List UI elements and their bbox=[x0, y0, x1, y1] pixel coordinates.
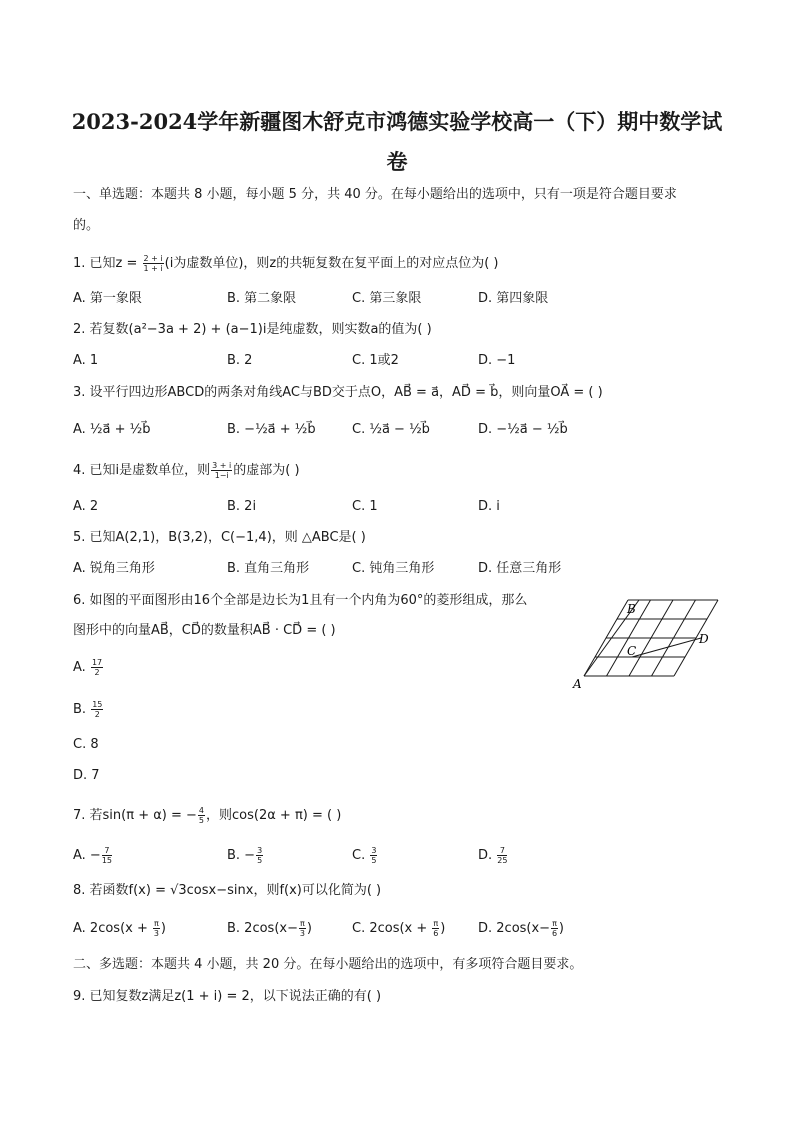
q3-option-b: B. −½a⃗ + ½b⃗ bbox=[227, 422, 316, 437]
q6-option-d: D. 7 bbox=[73, 768, 100, 783]
page-title-continuation: 卷 bbox=[386, 149, 408, 174]
q1-option-c: C. 第三象限 bbox=[352, 291, 422, 306]
rhombus-grid-figure bbox=[570, 592, 730, 692]
section-heading-single-choice: 一、单选题：本题共 8 小题，每小题 5 分，共 40 分。在每小题给出的选项中，只有一项是符合题目要求 bbox=[73, 187, 677, 202]
q8-option-d: D. 2cos(x− $\frac{\pi}{6}$ ) bbox=[478, 919, 564, 938]
section-heading-multi-choice: 二、多选题：本题共 4 小题，共 20 分。在每小题给出的选项中，有多项符合题目要求。 bbox=[73, 957, 583, 972]
question-4-post: 的虚部为( ) bbox=[233, 463, 300, 478]
q7-option-d: D. $\frac{7}{25}$ bbox=[478, 846, 508, 865]
q4-option-d: D. i bbox=[478, 499, 500, 514]
q6-option-a: A. $\frac{17}{2}$ bbox=[73, 658, 103, 677]
figure-label-b: B bbox=[627, 602, 636, 616]
q2-option-b: B. 2 bbox=[227, 353, 253, 368]
q1-option-d: D. 第四象限 bbox=[478, 291, 549, 306]
q6-option-c: C. 8 bbox=[73, 737, 99, 752]
figure-label-a: A bbox=[573, 677, 582, 691]
q8-option-a: A. 2cos(x + $\frac{\pi}{3}$ ) bbox=[73, 919, 166, 938]
q1-option-b: B. 第二象限 bbox=[227, 291, 297, 306]
q8-option-b: B. 2cos(x− $\frac{\pi}{3}$ ) bbox=[227, 919, 312, 938]
question-1-fraction: $\frac{2 + i}{1 + i}$ bbox=[143, 254, 163, 273]
question-4-pre: 4. 已知i是虚数单位，则 bbox=[73, 463, 211, 478]
question-8: 8. 若函数f(x) = √3cosx−sinx，则f(x)可以化简为( ) bbox=[73, 883, 382, 898]
q5-option-d: D. 任意三角形 bbox=[478, 561, 562, 576]
q1-option-a: A. 第一象限 bbox=[73, 291, 142, 306]
question-4-fraction: $\frac{3 + i}{1-i}$ bbox=[212, 461, 232, 480]
q3-option-c: C. ½a⃗ − ½b⃗ bbox=[352, 422, 430, 437]
q3-option-a: A. ½a⃗ + ½b⃗ bbox=[73, 422, 151, 437]
question-6-line1: 6. 如图的平面图形由16个全部是边长为1且有一个内角为60°的菱形组成，那么 bbox=[73, 593, 528, 608]
question-9: 9. 已知复数z满足z(1 + i) = 2，以下说法正确的有( ) bbox=[73, 989, 382, 1004]
q4-option-c: C. 1 bbox=[352, 499, 378, 514]
q3-option-d: D. −½a⃗ − ½b⃗ bbox=[478, 422, 568, 437]
q2-option-c: C. 1或2 bbox=[352, 353, 399, 368]
section-heading-single-choice-cont: 的。 bbox=[73, 218, 100, 233]
q2-option-d: D. −1 bbox=[478, 353, 516, 368]
question-5: 5. 已知A(2,1)，B(3,2)，C(−1,4)，则 △ABC是( ) bbox=[73, 530, 366, 545]
q7-option-a: A. − $\frac{7}{15}$ bbox=[73, 846, 113, 865]
question-1-post: (i为虚数单位)，则z的共轭复数在复平面上的对应点位为( ) bbox=[164, 256, 499, 271]
question-6-line2: 图形中的向量AB⃗，CD⃗的数量积AB⃗ · CD⃗ = ( ) bbox=[73, 623, 336, 638]
question-4 bbox=[73, 461, 300, 480]
q5-option-a: A. 锐角三角形 bbox=[73, 561, 155, 576]
q5-option-c: C. 钝角三角形 bbox=[352, 561, 435, 576]
q8-option-c: C. 2cos(x + $\frac{\pi}{6}$ ) bbox=[352, 919, 446, 938]
question-2: 2. 若复数(a²−3a + 2) + (a−1)i是纯虚数，则实数a的值为( ) bbox=[73, 322, 432, 337]
q4-option-a: A. 2 bbox=[73, 499, 99, 514]
q5-option-b: B. 直角三角形 bbox=[227, 561, 310, 576]
q2-option-a: A. 1 bbox=[73, 353, 99, 368]
q6-option-b: B. $\frac{15}{2}$ bbox=[73, 700, 103, 719]
page-title: 2023-2024学年新疆图木舒克市鸿德实验学校高一（下）期中数学试 bbox=[71, 109, 723, 134]
question-1-pre: 1. 已知z = bbox=[73, 256, 142, 271]
q7-option-c: C. $\frac{3}{5}$ bbox=[352, 846, 377, 865]
question-3: 3. 设平行四边形ABCD的两条对角线AC与BD交于点O，AB⃗ = a⃗，AD⃗ = b⃗，则向量OA⃗ = ( ) bbox=[73, 385, 603, 400]
figure-label-c: C bbox=[627, 644, 637, 658]
question-1 bbox=[73, 254, 499, 273]
q7-option-b: B. − $\frac{3}{5}$ bbox=[227, 846, 263, 865]
figure-label-d: D bbox=[699, 632, 709, 646]
question-7: 7. 若sin(π + α) = − $\frac{4}{5}$ ，则cos(2α + π) = ( ) bbox=[73, 806, 342, 825]
q4-option-b: B. 2i bbox=[227, 499, 257, 514]
